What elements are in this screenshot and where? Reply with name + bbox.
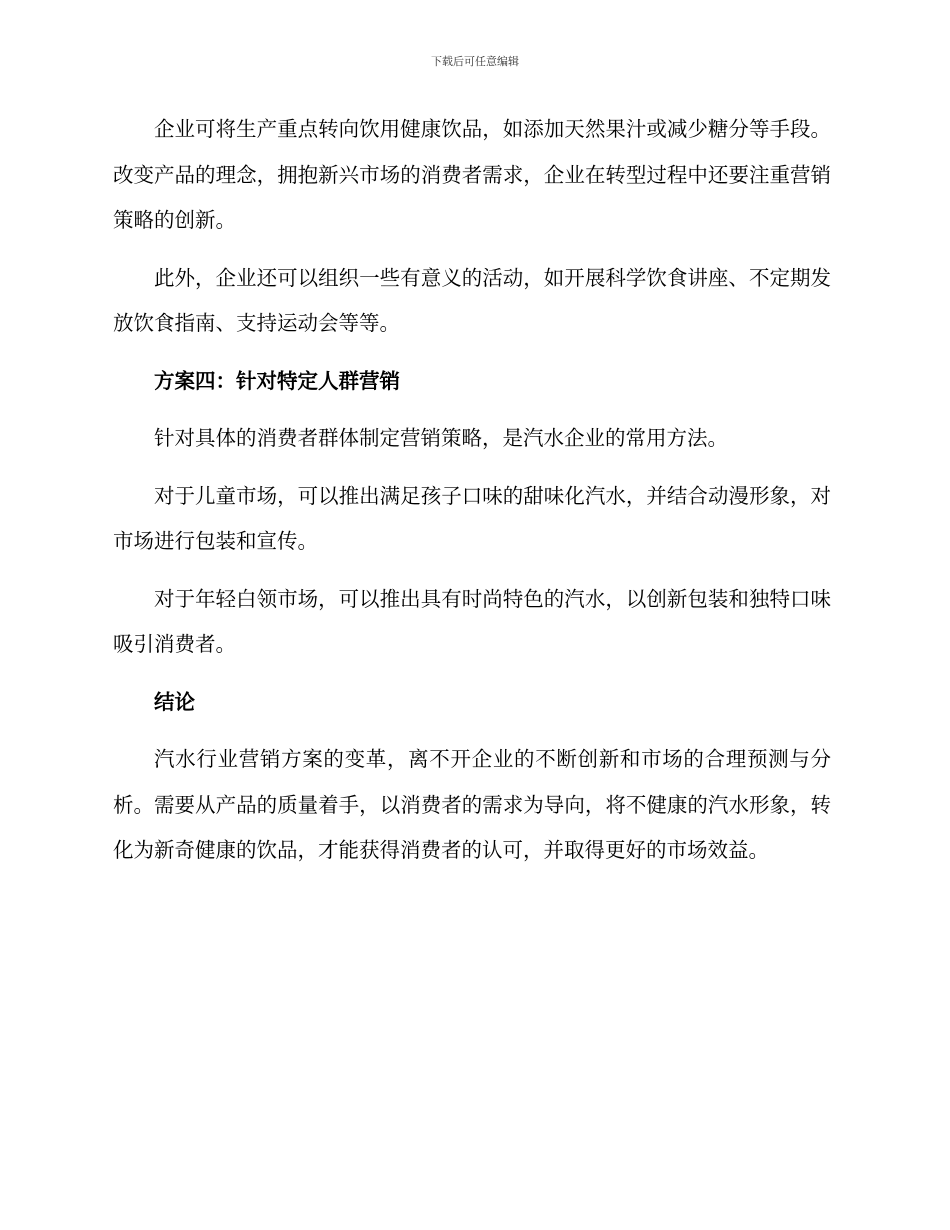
page-header: 下载后可任意编辑 xyxy=(431,55,519,68)
heading-conclusion: 结论 xyxy=(154,689,195,714)
heading-plan-four: 方案四：针对特定人群营销 xyxy=(154,368,400,393)
paragraph-conclusion: 汽水行业营销方案的变革，离不开企业的不断创新和市场的合理预测与分析。需要从产品的质量着手，以消费者的需求为导向，将不健康的汽水形象，转化为新奇健康的饮品，才能获得消费者的认可，并取得更好的市场效益。 xyxy=(113,747,831,862)
paragraph-product-shift: 企业可将生产重点转向饮用健康饮品，如添加天然果汁或减少糖分等手段。改变产品的理念，拥抱新兴市场的消费者需求，企业在转型过程中还要注重营销策略的创新。 xyxy=(113,117,831,232)
paragraph-white-collar-market: 对于年轻白领市场，可以推出具有时尚特色的汽水，以创新包装和独特口味吸引消费者。 xyxy=(113,586,831,656)
paragraph-activities: 此外，企业还可以组织一些有意义的活动，如开展科学饮食讲座、不定期发放饮食指南、支持运动会等等。 xyxy=(113,265,831,335)
paragraph-children-market: 对于儿童市场，可以推出满足孩子口味的甜味化汽水，并结合动漫形象，对市场进行包装和宣传。 xyxy=(113,483,831,553)
paragraph-target-groups: 针对具体的消费者群体制定营销策略，是汽水企业的常用方法。 xyxy=(154,426,728,450)
document-body xyxy=(113,107,831,886)
